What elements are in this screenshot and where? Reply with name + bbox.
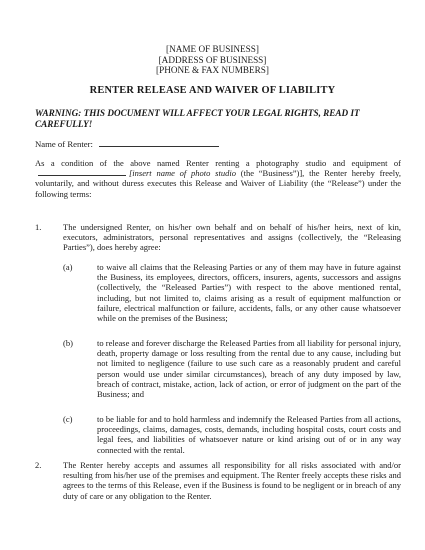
warning-text: WARNING: THIS DOCUMENT WILL AFFECT YOUR LEGAL RIGHTS, READ IT CAREFULLY! [35, 108, 360, 129]
business-address: [ADDRESS OF BUSINESS] [158, 54, 267, 65]
business-header [0, 44, 425, 76]
document-title: RENTER RELEASE AND WAIVER OF LIABILITY [89, 85, 336, 96]
clause-text: The Renter hereby accepts and assumes all responsibility for all risks associated with and/or resulting from his/her use of the premises and equipment. The Renter freely accepts these risks and agrees to the terms of this Release, even if the Business is found to be negligent or in breach of any duty of care or any obligation to the Renter. [63, 460, 401, 501]
business-phone-fax: [PHONE & FAX NUMBERS] [156, 65, 269, 76]
subclause-a [63, 262, 401, 323]
clause-text: The undersigned Renter, on his/her own behalf and on behalf of his/her heirs, next of kin, executors, administrators, personal representatives and assigns (collectively, the “Releasing Parties”), does hereby agree: [63, 222, 401, 253]
clause-number: 1. [35, 222, 42, 232]
renter-name-blank [99, 138, 219, 147]
studio-name-blank [38, 168, 126, 176]
clause-1 [35, 222, 401, 253]
subclause-text: to release and forever discharge the Released Parties from all liability for personal injury, death, property damage or loss resulting from the rental due to any cause, including but not limited to negligence (failure to use such care as a reasonably prudent and careful person would use under similar circumstances), breach of any duty imposed by law, breach of contract, mistake, action, lack of action, or error of judgment on the part of the Business; and [97, 338, 401, 400]
business-name: [NAME OF BUSINESS] [166, 44, 259, 54]
clause-2 [35, 460, 401, 501]
intro-part1: As a condition of the above named Renter renting a photography studio and equipment of [35, 158, 401, 168]
intro-insert-note: [insert name of photo studio [129, 168, 236, 179]
subclause-b [63, 338, 401, 399]
intro-paragraph [35, 158, 401, 199]
subclause-label: (b) [63, 338, 73, 348]
renter-name-label: Name of Renter: [35, 139, 93, 149]
subclause-label: (a) [63, 262, 73, 272]
intro-part2: (the “Business”)], the Renter hereby freely, voluntarily, and without duress executes this Release and Waiver of Liability (the “Release”) under the following terms: [35, 168, 401, 199]
renter-name-line [35, 138, 219, 149]
subclause-text: to waive all claims that the Releasing Parties or any of them may have in future against the Business, its employees, directors, officers, insurers, agents, successors and assigns (collectively, the “Released Parties”) with respect to the above mentioned rental, including, but not limited to, claims arising as a result of equipment malfunction or failure, electrical malfunction or failure, accidents, falls, or any other cause whatsoever while on the premises of the Business; [97, 262, 401, 324]
clause-number: 2. [35, 460, 42, 470]
subclause-label: (c) [63, 414, 73, 424]
subclause-text: to be liable for and to hold harmless and indemnify the Released Parties from all actions, proceedings, claims, damages, costs, demands, including hospital costs, court costs and legal fees, and liabilities of whatsoever nature or kind arising out of or in any way connected with the rental. [97, 414, 401, 455]
subclause-c [63, 414, 401, 455]
